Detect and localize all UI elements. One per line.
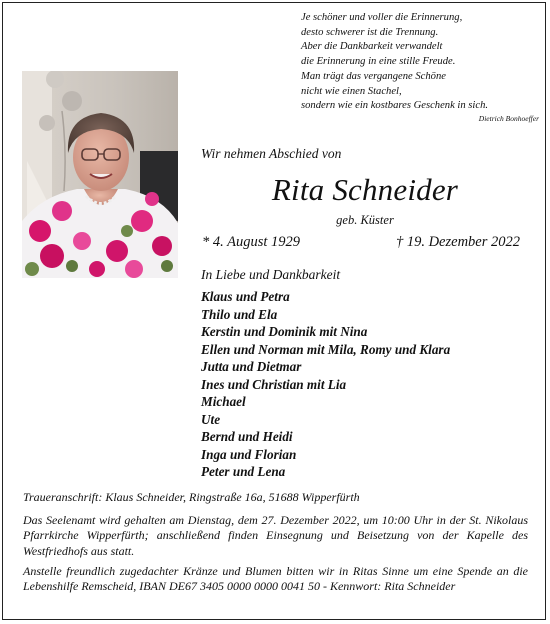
mourner-entry: Michael bbox=[201, 394, 246, 409]
portrait-photo bbox=[22, 71, 178, 278]
service-info: Das Seelenamt wird gehalten am Dienstag, dem 27. Dezember 2022, um 10:00 Uhr in der St. Nikolaus Pfarrkirche Wipperfürth; anschließend finden Einsegnung und Beisetzung von der Kapelle des Westfriedhofs aus statt. bbox=[23, 513, 528, 558]
mourner-entry: Ellen und Norman mit Mila, Romy und Klara bbox=[201, 341, 451, 357]
poem-line: sondern wie ein kostbares Geschenk in sich. bbox=[301, 100, 489, 112]
mourner-entry: Klaus und Petra bbox=[201, 289, 290, 304]
mourning-address: Traueranschrift: Klaus Schneider, Ringstraße 16a, 51688 Wipperfürth bbox=[23, 490, 360, 504]
farewell-intro: Wir nehmen Abschied von bbox=[201, 146, 342, 161]
donation-info: Anstelle freundlich zugedachter Kränze und Blumen bitten wir in Ritas Sinne um eine Spende an die Lebenshilfe Remscheid, IBAN DE67 3405 0000 0000 0041 50 - Kennwort: Rita Schneider bbox=[23, 564, 528, 594]
death-date: † 19. Dezember 2022 bbox=[395, 234, 520, 250]
maiden-name: geb. Küster bbox=[336, 213, 394, 227]
poem-author: Dietrich Bonhoeffer bbox=[478, 114, 539, 123]
poem-line: desto schwerer ist die Trennung. bbox=[301, 26, 439, 38]
mourner-entry: Ute bbox=[201, 411, 221, 427]
poem-line: Man trägt das vergangene Schöne bbox=[301, 70, 446, 82]
mourner-entry: Inga und Florian bbox=[201, 446, 297, 462]
poem-line: Je schöner und voller die Erinnerung, bbox=[301, 12, 463, 23]
mourner-entry: Jutta und Dietmar bbox=[201, 359, 302, 374]
mourners-list bbox=[201, 288, 450, 481]
mourner-entry: Bernd und Heidi bbox=[201, 429, 293, 444]
poem bbox=[301, 11, 541, 114]
mourner-entry: Ines und Christian mit Lia bbox=[201, 376, 347, 392]
poem-line: nicht wie einen Stachel, bbox=[301, 85, 402, 97]
poem-line: Aber die Dankbarkeit verwandelt bbox=[301, 41, 443, 53]
deceased-name: Rita Schneider bbox=[271, 172, 459, 207]
mourner-entry: Kerstin und Dominik mit Nina bbox=[201, 324, 368, 339]
poem-line: die Erinnerung in eine stille Freude. bbox=[301, 56, 456, 68]
mourner-entry: Thilo und Ela bbox=[201, 306, 278, 322]
love-gratitude-line: In Liebe und Dankbarkeit bbox=[201, 267, 341, 282]
mourner-entry: Peter und Lena bbox=[201, 464, 286, 479]
birth-date: * 4. August 1929 bbox=[202, 234, 301, 250]
